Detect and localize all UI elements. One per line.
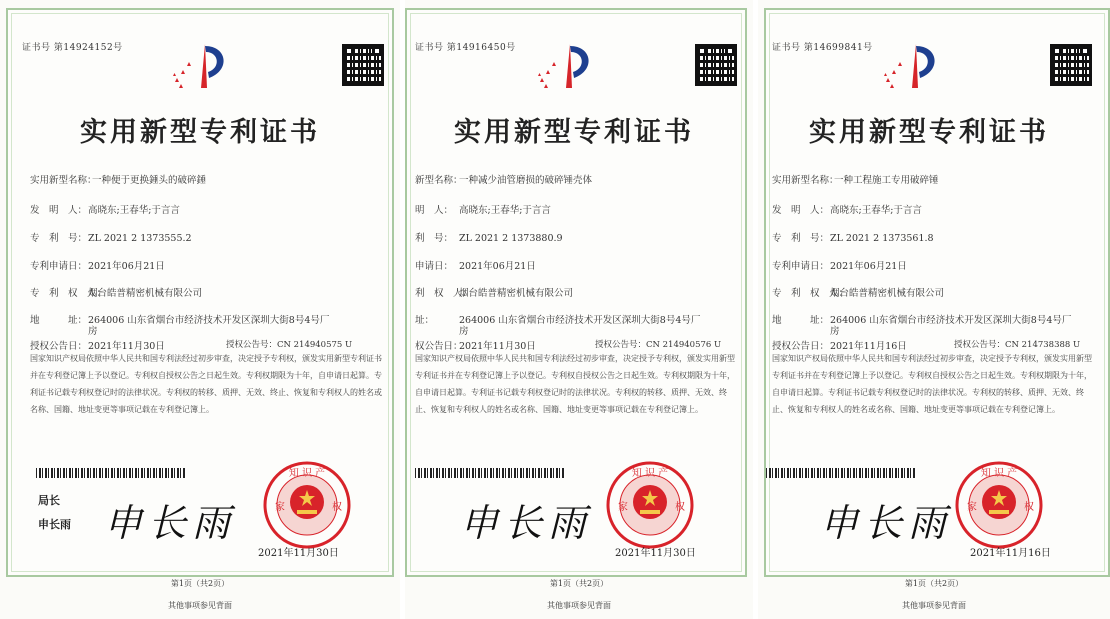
field-value: 高晓东;王春华;于言言 xyxy=(88,205,180,216)
field-label: 专 利 权 人： xyxy=(30,288,107,299)
field-label: 授权公告日： xyxy=(772,341,830,352)
field-value: 2021年06月21日 xyxy=(459,261,536,272)
certificate-body-text: 国家知识产权局依照中华人民共和国专利法经过初步审查，决定授予专利权，颁发实用新型专利证书并在专利登记簿上予以登记。专利权自授权公告之日起生效。专利权期限为十年，自申请日起算。专利证书记载专利权登记时的法律状况。专利权的转移、质押、无效、终止、恢复和专利权人的姓名或名称、国籍、地址变更等事项记载在专利登记簿上。 xyxy=(30,354,382,414)
field-value: 2021年11月30日 xyxy=(459,341,536,352)
field-value: 一种减少油管磨损的破碎锤壳体 xyxy=(459,175,593,186)
field-label: 地 址： xyxy=(30,315,88,326)
field-patent-number xyxy=(772,230,934,244)
field-value: 房 xyxy=(830,326,840,337)
field-value: 2021年11月30日 xyxy=(88,341,165,352)
field-label: 专利申请日： xyxy=(772,261,830,272)
field-label: 专利申请日： xyxy=(30,261,88,272)
field-label: 发 明 人： xyxy=(772,205,830,216)
certificate-title: 实用新型专利证书 xyxy=(454,117,694,148)
field-label: 实用新型名称： xyxy=(30,175,97,186)
certificate-title: 实用新型专利证书 xyxy=(80,117,320,148)
svg-text:权: 权 xyxy=(332,502,342,513)
field-label: 申请日： xyxy=(415,261,454,272)
svg-text:知 识 产: 知 识 产 xyxy=(980,468,1018,479)
sipo-logo-icon xyxy=(165,38,235,90)
director-name: 申长雨 xyxy=(38,518,71,531)
field-application-date xyxy=(415,258,536,272)
qr-code-icon xyxy=(1050,44,1092,86)
grant-publication-number: 授权公告号：CN 214738388 U xyxy=(954,340,1081,350)
page-indicator: 第1页（共2页） xyxy=(549,579,609,588)
svg-text:家: 家 xyxy=(275,502,285,513)
barcode-icon xyxy=(36,468,186,478)
certificate-body-text: 国家知识产权局依照中华人民共和国专利法经过初步审查，决定授予专利权，颁发实用新型专利证书并在专利登记簿上予以登记。专利权自授权公告之日起生效。专利权期限为十年，自申请日起算。专利证书记载专利权登记时的法律状况。专利权的转移、质押、无效、终止、恢复和专利权人的姓名或名称、国籍、地址变更等事项记载在专利登记簿上。 xyxy=(772,354,1092,414)
certificate-1 xyxy=(0,0,400,619)
field-label: 利 号： xyxy=(415,233,454,244)
field-value: ZL 2021 2 1373880.9 xyxy=(459,233,563,244)
field-label: 专 利 号： xyxy=(772,233,830,244)
field-address-cont xyxy=(415,323,469,337)
field-label: 址： xyxy=(415,315,435,326)
footer-note: 其他事项参见背面 xyxy=(902,601,966,610)
certificate-number: 证书号 第14924152号 xyxy=(22,43,123,53)
field-inventors xyxy=(772,202,922,216)
certificate-title: 实用新型专利证书 xyxy=(809,117,1049,148)
field-value: 一种便于更换錘头的破碎錘 xyxy=(92,175,207,186)
field-label: 专 利 号： xyxy=(30,233,88,244)
field-inventors xyxy=(30,202,180,216)
page-indicator: 第1页（共2页） xyxy=(904,579,964,588)
field-value: 264006 山东省烟台市经济技术开发区深圳大街8号4号厂 xyxy=(830,315,1072,326)
field-value: 264006 山东省烟台市经济技术开发区深圳大街8号4号厂 xyxy=(459,315,701,326)
barcode-icon xyxy=(766,468,916,478)
footer-note: 其他事项参见背面 xyxy=(547,601,611,610)
field-value: 房 xyxy=(88,326,98,337)
field-value: 2021年11月16日 xyxy=(830,341,907,352)
field-value: 一种工程施工专用破碎锤 xyxy=(834,175,939,186)
field-address-cont xyxy=(772,323,840,337)
grant-publication-number: 授权公告号：CN 214940576 U xyxy=(595,340,722,350)
field-value: ZL 2021 2 1373555.2 xyxy=(88,233,192,244)
certificate-body-text: 国家知识产权局依照中华人民共和国专利法经过初步审查，决定授予专利权，颁发实用新型专利证书并在专利登记簿上予以登记。专利权自授权公告之日起生效。专利权期限为十年，自申请日起算。专利证书记载专利权登记时的法律状况。专利权的转移、质押、无效、终止、恢复和专利权人的姓名或名称、国籍、地址变更等事项记载在专利登记簿上。 xyxy=(415,354,735,414)
national-emblem-seal-icon xyxy=(605,460,695,550)
qr-code-icon xyxy=(342,44,384,86)
field-value: 264006 山东省烟台市经济技术开发区深圳大街8号4号厂 xyxy=(88,315,330,326)
field-value: 烟台皓普精密机械有限公司 xyxy=(830,288,945,299)
field-label: 利 权 人： xyxy=(415,288,473,299)
director-signature: 申长雨 xyxy=(104,501,237,545)
footer-note: 其他事项参见背面 xyxy=(168,601,232,610)
director-signature: 申长雨 xyxy=(820,501,953,545)
field-application-date xyxy=(30,258,165,272)
field-label: 新型名称： xyxy=(415,175,463,186)
certificate-number: 证书号 第14699841号 xyxy=(772,43,873,53)
field-value: 高晓东;王春华;于言言 xyxy=(459,205,551,216)
grant-publication-number: 授权公告号：CN 214940575 U xyxy=(226,340,353,350)
svg-text:权: 权 xyxy=(675,502,685,513)
field-value: 烟台皓普精密机械有限公司 xyxy=(88,288,203,299)
field-label: 明 人： xyxy=(415,205,454,216)
page-indicator: 第1页（共2页） xyxy=(170,579,230,588)
sipo-logo-icon xyxy=(530,38,600,90)
field-label: 专 利 权 人： xyxy=(772,288,849,299)
field-patentee xyxy=(30,285,202,299)
national-emblem-seal-icon xyxy=(262,460,352,550)
national-emblem-seal-icon xyxy=(954,460,1044,550)
svg-text:知 识 产: 知 识 产 xyxy=(631,468,669,479)
field-patentee xyxy=(415,285,573,299)
grant-date-stamp: 2021年11月16日 xyxy=(970,548,1051,559)
field-label: 实用新型名称： xyxy=(772,175,839,186)
field-utility-model-name xyxy=(772,172,939,186)
field-application-date xyxy=(772,258,907,272)
field-value: 2021年06月21日 xyxy=(88,261,165,272)
certificate-2 xyxy=(405,0,753,619)
field-value: 高晓东;王春华;于言言 xyxy=(830,205,922,216)
certificate-3 xyxy=(758,0,1110,619)
svg-text:家: 家 xyxy=(967,502,977,513)
field-label: 授权公告日： xyxy=(30,341,88,352)
svg-text:权: 权 xyxy=(1024,502,1034,513)
director-title: 局长 xyxy=(38,494,60,507)
field-value: 烟台皓普精密机械有限公司 xyxy=(459,288,574,299)
qr-code-icon xyxy=(695,44,737,86)
svg-text:知 识 产: 知 识 产 xyxy=(288,468,326,479)
field-value: ZL 2021 2 1373561.8 xyxy=(830,233,934,244)
sipo-logo-icon xyxy=(876,38,946,90)
grant-date-stamp: 2021年11月30日 xyxy=(615,548,696,559)
field-utility-model-name xyxy=(415,172,592,186)
field-patentee xyxy=(772,285,944,299)
field-utility-model-name xyxy=(30,172,206,186)
field-value: 2021年06月21日 xyxy=(830,261,907,272)
field-label: 权公告日： xyxy=(415,341,463,352)
field-label: 地 址： xyxy=(772,315,830,326)
svg-text:家: 家 xyxy=(618,502,628,513)
field-inventors xyxy=(415,202,551,216)
field-value: 房 xyxy=(459,326,469,337)
barcode-icon xyxy=(415,468,565,478)
field-patent-number xyxy=(30,230,192,244)
field-patent-number xyxy=(415,230,563,244)
certificate-number: 证书号 第14916450号 xyxy=(415,43,516,53)
field-address-cont xyxy=(30,323,98,337)
director-signature: 申长雨 xyxy=(460,501,593,545)
grant-date-stamp: 2021年11月30日 xyxy=(258,548,339,559)
field-label: 发 明 人： xyxy=(30,205,88,216)
